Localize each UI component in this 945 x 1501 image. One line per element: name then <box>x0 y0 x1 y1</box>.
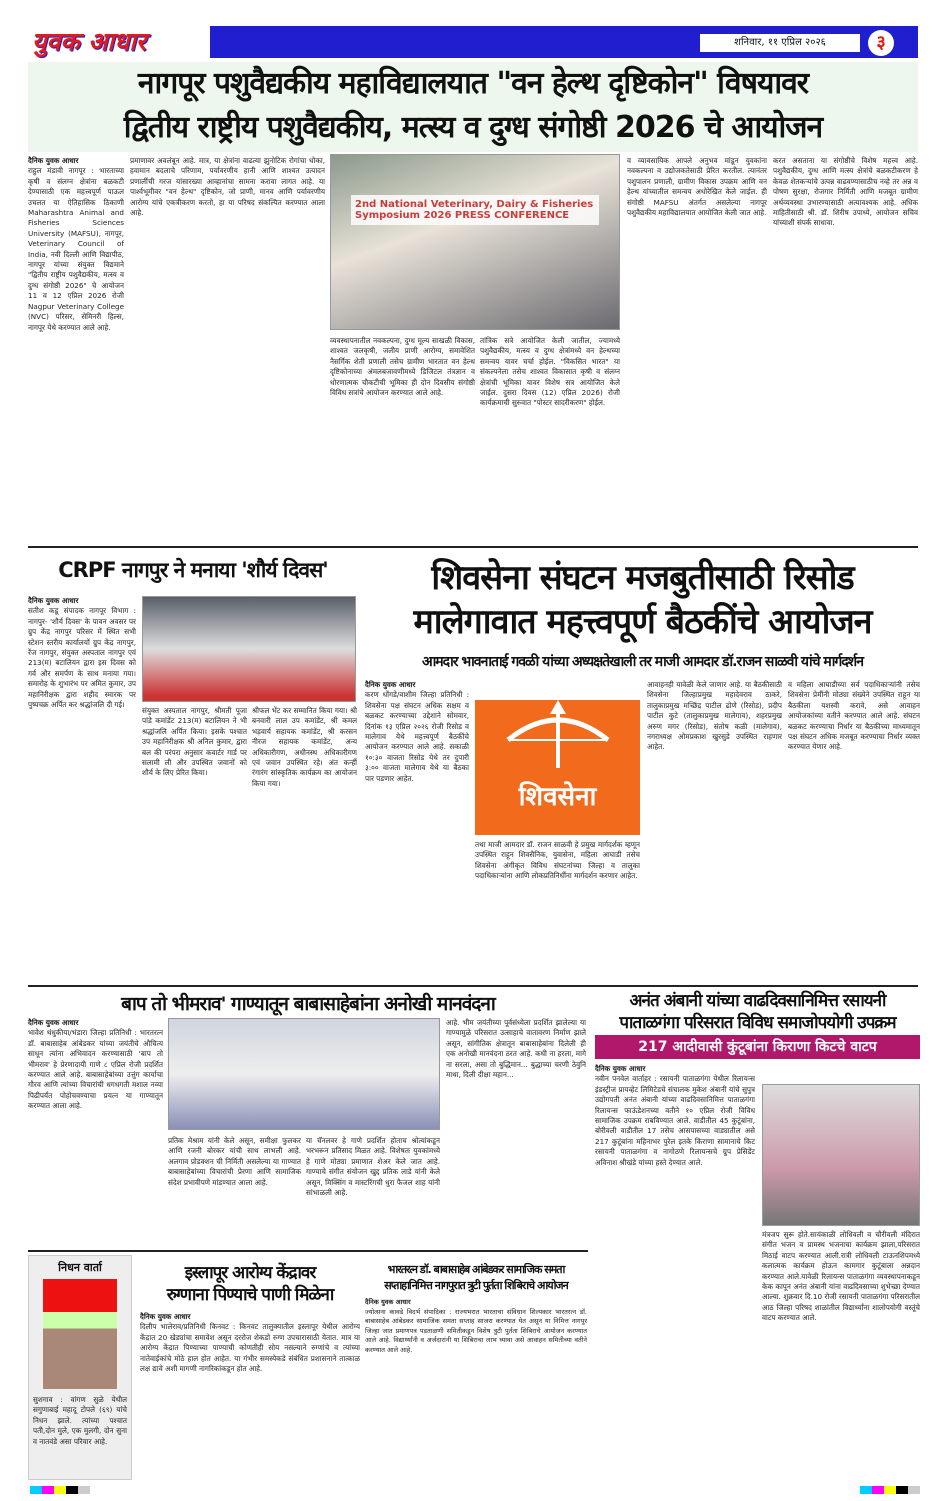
headline-line1: इस्लापूर आरोग्य केंद्रावर <box>184 1263 316 1283</box>
article-text: या चॅनलवर हे गाणे प्रदर्शित होताच श्रोत्यांकडून भरभरून प्रतिसाद मिळत आहे. विशेषतः युवकांमध्ये हे गाणे मोठ्या प्रमाणात शेअर केले जात आहे. गाण्याचे संगीत संयोजन खुद्द प्रतिक लाडे यांनी केले असून, मिक्सिंग व मास्टरिंगची धुरा फैजल शाह यांनी सांभाळली आहे. <box>306 1136 440 1198</box>
shivsena-column-2 <box>647 680 782 980</box>
ambani-column-2 <box>762 1230 920 1484</box>
islampur-text <box>140 1312 360 1482</box>
islampur-headline <box>140 1262 360 1306</box>
article-text: सतीश कडू संपादक नागपूर विभाग : नागपुर- 'शौर्य दिवस' के पावन अवसर पर ग्रुप केंद्र नागपुर परिसर में स्थित सभी स्टेशन स्तरीय कार्यालयों ग्रुप केंद्र नागपुर, रेंज नागपुर, संयुक्त अस्पताल नागपुर एवं 213(म) बटालियन द्वारा इस दिवस को गर्व और समर्पण के साथ मनाया गया। समारोह के शुभारंभ पर अमित कुमार, उप महानिरीक्षक द्वारा शहीद स्मारक पर पुष्पचक्र अर्पित कर श्रद्धांजलि दी गई। <box>28 606 136 710</box>
divider <box>28 985 918 987</box>
headline-line2: सप्ताहानिमित्त नागपुरात त्रुटी पुर्तता शिबिराचे आयोजन <box>384 1279 568 1292</box>
obituary-title: निधन वार्ता <box>58 1261 102 1274</box>
headline-line1: अनंत अंबानी यांच्या वाढदिवसानिमित्त रसायनी <box>629 991 886 1011</box>
registration-marks <box>30 1486 90 1494</box>
ambedkar-under-1 <box>168 1136 301 1244</box>
lead-headline-line1: नागपूर पशुवैद्यकीय महाविद्यालयात "वन हेल्थ दृष्टिकोन" विषयावर <box>137 66 809 101</box>
headline-line2: मालेगावात महत्त्वपूर्ण बैठकींचे आयोजन <box>413 602 872 642</box>
article-text: ज्योत्सना कावडे विदर्भ संपादिका : राज्यभरात भारताचा संविधान शिल्पकार भारतरत्न डॉ. बाबासाहेब आंबेडकर सामाजिक समता सप्ताह साजरा करण्यात येत असून या निमित्त नागपूर जिल्हा जात प्रमाणपत्र पडताळणी समितीकडून विशेष त्रुटी पुर्तता शिबिराचे आयोजन करण्यात आले आहे. विद्यार्थ्यांनी व अर्जदारांनी या शिबिराचा लाभ घ्यावा असे आवाहन समितीच्या वतीने करण्यात आले आहे. <box>365 1307 587 1354</box>
ambani-headline <box>595 990 920 1034</box>
photo-banner-text: 2nd National Veterinary, Dairy & Fisheries Symposium 2026 PRESS CONFERENCE <box>351 195 599 225</box>
article-text: आवाहनही यावेळी केले जाणार आहे. या बैठकीसाठी शिवसेना जिल्हाप्रमुख महादेवराव ठाकरे, तालुकाप्रमुख मच्छिंद्र पाटील ढोणे (रिसोड), प्रदीप पाटील कुटे (तालुकाप्रमुख मालेगाव), शहरप्रमुख अरुण मगर (रिसोड), संतोष कळी (मालेगाव), नगराध्यक्ष ओमप्रकाश खुरसुडे उपस्थित राहणार आहेत. <box>647 680 782 752</box>
crpf-column-1 <box>28 596 136 981</box>
samata-headline <box>365 1262 587 1294</box>
lead-column-3 <box>330 336 475 536</box>
article-text: आहे. भीम जयंतीच्या पूर्वसंध्येला प्रदर्शित झालेल्या या गाण्यामुळे परिसरात उत्साहाचे वातावरण निर्माण झाले असून, सांगीतिक क्षेत्रातून बाबासाहेबांना दिलेली ही एक अनोखी मानवंदना ठरत आहे. कधी ना हरला, मागे ना सरला, असा तो बुद्धिमान... बुद्धाच्या चरणी ठेवुनि माथा, दिली दीक्षा महान... <box>446 1018 586 1080</box>
byline: दैनिक युवक आधार <box>28 1018 79 1027</box>
ambedkar-column-1 <box>28 1018 163 1243</box>
shivsena-headline <box>365 556 920 644</box>
divider <box>28 1250 588 1252</box>
byline: दैनिक युवक आधार <box>28 596 79 605</box>
song-video-photo <box>168 1018 440 1130</box>
obituary-text: सुशगाव : वांगण सुळे येथील सगुणाबाई महादू टोपले (६९) यांचे निधन झाले. त्यांच्या पश्चात पती,दोन मुले, एक मुलगी, दोन सुना व नातवंडे असा परिवार आहे. <box>33 1395 127 1446</box>
lead-headline-line2: द्वितीय राष्ट्रीय पशुवैद्यकीय, मत्स्य व दुग्ध संगोष्ठी 2026 चे आयोजन <box>123 110 823 145</box>
crpf-photo <box>142 596 356 702</box>
article-text: करत असताना या संगोष्ठीचे विशेष महत्त्व आहे. पशुवैद्यकीय, दुग्ध आणि मत्स्य क्षेत्रांचे बळकटीकरण हे केवळ शेतकऱ्यांचे उत्पन्न वाढवण्यासाठीच नव्हे तर अन्न व पोषण सुरक्षा, रोजगार निर्मिती आणि मजबूत ग्रामीण अर्थव्यवस्था उभारण्यासाठी अत्यावश्यक आहे. अधिक माहितीसाठी श्री. डॉ. शिरीष उपाध्ये, आयोजन सचिव यांच्याशी संपर्क साधावा. <box>773 156 918 228</box>
bow-arrow-icon <box>498 700 618 770</box>
ambani-column-1 <box>595 1064 755 1484</box>
headline-line2: रुग्णाना पिण्याचे पाणी मिळेना <box>166 1285 334 1305</box>
crpf-headline: CRPF नागपुर ने मनाया 'शौर्य दिवस' <box>58 558 328 582</box>
shivsena-logo <box>475 700 640 835</box>
article-text: व महिला आघाडीच्या सर्व पदाधिकाऱ्यांनी तसेच शिवसेना प्रेमींनी मोठ्या संख्येने उपस्थित राहून या बैठकीला यशस्वी करावे, असे आवाहन आयोजकांच्या वतीने करण्यात आले आहे. संघटन बळकट करण्याचा निर्धार या बैठकीच्या माध्यमातून पक्ष संघटन अधिक मजबूत करण्याचा निर्धार व्यक्त करण्यात येणार आहे. <box>788 680 920 752</box>
samata-text <box>365 1298 587 1482</box>
shivsena-column-3 <box>788 680 920 980</box>
article-text: मंत्रजप सुरू होते.सायंकाळी लोधिवली व चौरीवली मंदिरात संगीत भजन व प्रामस्थ भजनाचा कार्यक्रम झाला,परिसरात मिठाई वाटप करण्यात आली.रात्री लोधिवली टाऊनशिपमध्ये कलात्मक कार्यक्रम होऊन कामगार कुटूंबाला अन्नदान करण्यात आले.यावेळी रिलायन्स पाताळगंगा व्यवस्थापनाकडून केक कापून अनंत अंबानी यांना वाढदिवसाच्या शुभेच्छा देण्यात आल्या. शुक्रवार दि.10 रोजी रसायनी पाताळगंगा परिसरातील आठ जिल्हा परिषद शाळांतील विद्यार्थ्यांना शालोपयोगी वस्तूंचे वाटप करण्यात आले. <box>762 1230 920 1323</box>
article-text: तांत्रिक सत्रे आयोजित केली जातील, ज्यामध्ये पशुवैद्यकीय, मत्स्य व दुग्ध क्षेत्रांमध्ये वन हेल्थच्या समन्वय यावर चर्चा होईल. "विकसित भारत" या संकल्पनेला तसेच शाश्वत विकासात कृषी व संलग्न क्षेत्रांची भूमिका यावर विशेष सत्र आयोजित केले जाईल. दुसरा दिवस (12) एप्रिल 2026) रोजी कार्यक्रमाची सुरुवात "पोस्टर सादरीकरण" होईल. <box>480 336 620 408</box>
issue-date: शनिवार, ११ एप्रिल २०२६ <box>700 34 860 52</box>
divider <box>28 546 918 548</box>
lead-column-5 <box>627 156 767 536</box>
ambedkar-under-2 <box>306 1136 440 1244</box>
obituary-box <box>28 1255 132 1480</box>
headline-line2: पाताळगंगा परिसरात विविध समाजोपयोगी उपक्रम <box>619 1013 896 1033</box>
ambedkar-song-headline: बाप तो भीमराव' गाण्यातून बाबासाहेबांना अनोखी मानवंदना <box>121 993 495 1015</box>
lead-column-2 <box>130 156 325 536</box>
lead-headline <box>28 62 918 152</box>
kit-distribution-photo <box>762 1084 920 1226</box>
crpf-column-3 <box>252 706 357 981</box>
ambedkar-column-2 <box>446 1018 586 1243</box>
lead-column-1 <box>28 156 124 536</box>
article-text: दिलीप भालेराव/प्रतिनिधी किनवट : किनवट तालुक्यातील इस्लापूर येथील आरोग्य केंद्रात 20 खेड्यांचा समावेश असून दररोज शेकडो रुग्ण उपचारासाठी येतात. मात्र या आरोग्य केंद्रात पिण्याच्या पाण्याची कोणतीही सोय नसल्याने रुग्णांचे व त्यांच्या नातेवाईकांचे मोठे हाल होत आहेत. या गंभीर समस्येकडे संबंधित प्रशासनाने तात्काळ लक्ष द्यावे अशी मागणी नागरिकांकडून होत आहे. <box>140 1322 360 1374</box>
byline: दैनिक युवक आधार <box>595 1064 646 1073</box>
article-text: व्यवस्थापनातील नवकल्पना, दुग्ध मूल्य साखळी विकास, शाश्वत जलकृषी, जलीय प्राणी आरोग्य, समावेशित नैसर्गिक शेती प्रणाली तसेच ग्रामीण भारतात वन हेल्थ दृष्टिकोनाच्या अंमलबजावणीमध्ये डिजिटल तंत्रज्ञान व धोरणात्मक चौकटीची भूमिका ही दोन दिवसीय संगोष्ठी विविध सत्रांचे आयोजन करण्यात आले आहे. <box>330 336 475 398</box>
article-text: करण धोंगडे/वाशीम जिल्हा प्रतिनिधी : शिवसेना पक्ष संघटन अधिक सक्षम व बळकट करण्याच्या उद्देशाने सोमवार, दिनांक १३ एप्रिल २०२६ रोजी रिसोड व मालेगाव येथे महत्त्वपूर्ण बैठकींचे आयोजन करण्यात आले आहे. सकाळी १०:३० वाजता रिसोड येथे तर दुपारी ३:०० वाजता मालेगाव येथे या बैठका पार पडणार आहेत. <box>365 690 469 783</box>
registration-marks <box>860 1486 920 1494</box>
article-text: भावेश थंधुकीया/भंडारा जिल्हा प्रतिनिधी : भारतरत्न डॉ. बाबासाहेब आंबेडकर यांच्या जयंतीचे औचित्य साधून त्यांना अभिवादन करण्यासाठी 'बाप तो भीमराव' हे प्रेरणादायी गाणे ८ एप्रिल रोजी प्रदर्शित करण्यात आले आहे. बाबासाहेबांच्या उत्तुंग कार्याचा गौरव आणि त्यांच्या विचारांची धगधगती मशाल नव्या पिढीपर्यंत पोहोचवण्याचा प्रयत्न या गाण्यातून करण्यात आला आहे. <box>28 1028 163 1111</box>
article-text: तथा माजी आमदार डॉ. राजन साळवी हे प्रमुख मार्गदर्शक म्हणून उपस्थित राहून शिवसैनिक, युवासेना, महिला आघाडी तसेच शिवसेना अंगीकृत विविध संघटनांच्या जिल्हा व तालुका पदाधिकाऱ्यांना आणि लोकप्रतिनिधींना मार्गदर्शन करणार आहेत. <box>475 840 640 881</box>
byline: दैनिक युवक आधार <box>365 680 416 689</box>
page-number: ३ <box>868 30 894 56</box>
lead-column-4 <box>480 336 620 536</box>
newspaper-logo: युवक आधार <box>28 26 210 58</box>
article-text: संयुक्त अस्पताल नागपुर, श्रीमती पूजा पांडे कमांडेंट 213(म) बटालियन ने भी श्रद्धांजलि अर्पित किया। इसके पश्चात उप महानिरीक्षक श्री अनिल कुमार, द्वारा बल की परंपरा अनुसार कवार्टर गार्ड पर सलामी ली और उपस्थित जवानों को शौर्य के लिए प्रेरित किया। <box>142 706 247 778</box>
headline-line1: भारतरत्न डॉ. बाबासाहेब आंबेडकर सामाजिक समता <box>387 1263 565 1276</box>
crpf-column-2 <box>142 706 247 981</box>
article-text: नवीन पनवेल वार्ताहर : रसायनी पाताळगंगा येथील रिलायन्स इंडस्ट्रीज प्रायव्हेट लिमिटेडचे संचालक मुकेश अंबानी यांचे सुपुत्र उद्योगपती अनंत अंबानी यांच्या वाढदिवसानिमित्त पाताळगंगा रिलायन्स फाऊंडेशनच्या वतीने १० एप्रिल रोजी विविध सामाजिक उपक्रम राबविण्यात आले. वाडीतील 45 कुटूंबांना, बोरीवली वाडीतील 17 तसेच आसपासच्या वाड्यातील असे 217 कुटूंबांना महिनाभर पुरेल इतके किराणा सामानाचे किट रसायनी पाताळगंगा व नागोठणे रिलायन्सचे ग्रुप प्रेसिडेंट अविनाश श्रीखंडे यांच्या हस्ते देण्यात आले. <box>595 1074 755 1167</box>
byline: दैनिक युवक आधार <box>140 1312 191 1321</box>
article-text: व व्यावसायिक आपले अनुभव मांडून युवकांना नवकल्पना व उद्योजकतेसाठी प्रेरित करतील. त्यानंतर पशुपालन प्रणाली, ग्रामीण विकास उपक्रम आणि वन हेल्थ यांच्यातील समन्वय अधोरेखित केले जाईल. ही संगोष्ठी MAFSU अंतर्गत असलेल्या नागपूर पशुवैद्यकीय महाविद्यालयात आयोजित केली जात आहे. <box>627 156 767 218</box>
lead-column-6 <box>773 156 918 536</box>
byline: दैनिक युवक आधार <box>28 156 79 165</box>
article-text: प्रतिक मेश्राम यांनी केले असून, समीक्षा फुलकर आणि रजनी बोरकर यांची साथ लाभली आहे. अलगाव प्रोडक्शन ची निर्मिती असलेल्या या गाण्यात बाबासाहेबांच्या विचारांची प्रेरणा आणि सामाजिक संदेश प्रभावीपणे मांडण्यात आला आहे. <box>168 1136 301 1187</box>
obituary-photo <box>43 1279 117 1389</box>
shivsena-subheadline: आमदार भावनाताई गवळी यांच्या अध्यक्षतेखाली तर माजी आमदार डॉ.राजन साळवी यांचे मार्गदर्शन <box>422 654 863 670</box>
ambani-banner: 217 आदीवासी कुंटूबांना किराणा किटचे वाटप <box>595 1035 920 1059</box>
article-text: श्रीफल भेंट कर सम्मानित किया गया। श्री बनवारी लाल उप कमांडेंट, श्री कमल भड़वार्य सहायक कमांडेंट, श्री करसन नीरज सहायक कमांडेंट, अन्य अधिकारीगण, अधीनस्थ अधिकारीगण एवं जवान उपस्थित रहे। अंत कन्हीं रंगारंग सांस्कृतिक कार्यक्रम का आयोजन किया गया। <box>252 706 357 788</box>
article-text: प्रमाणावर अवलंबून आहे. मात्र, या क्षेत्रांना वाढत्या झुनोटिक रोगांचा धोका, हवामान बदलाचे परिणाम, पर्यावरणीय हानी आणि शाश्वत उत्पादन प्रणालींची गरज यांसारख्या आव्हानांचा सामना करावा लागत आहे. या पार्श्वभूमीवर "वन हेल्थ" दृष्टिकोन, जो प्राणी, मानव आणि पर्यावरणीय आरोग्य यांचे एकत्रीकरण करतो, हा या परिषद संकल्पित करण्यात आला आहे. <box>130 156 325 218</box>
shivsena-column-under <box>475 840 640 980</box>
shivsena-logo-text: शिवसेना <box>518 782 597 812</box>
press-conference-photo <box>330 154 620 330</box>
shivsena-column-1 <box>365 680 469 980</box>
headline-line1: शिवसेना संघटन मजबुतीसाठी रिसोड <box>431 558 854 598</box>
byline: दैनिक युवक आधार <box>365 1298 411 1306</box>
article-text: राहुल मंडावी नागपूर : भारताच्या कृषी व संलग्न क्षेत्रांना बळकटी देण्यासाठी एक महत्त्वपूर्ण पाऊल उचलत या ऐतिहासिक ठिकाणी Maharashtra Animal and Fisheries Sciences University (MAFSU), नागपूर, Veterinary Council of India, नवी दिल्ली आणि विद्यापीठ, नागपूर यांच्या संयुक्त विद्यमाने "द्वितीय राष्ट्रीय पशुवैद्यकीय, मत्स्य व दुग्ध संगोष्ठी 2026" चे आयोजन 11 व 12 एप्रिल 2026 रोजी Nagpur Veterinary College (NVC) परिसर, सेमिनरी हिल्स, नागपूर येथे करण्यात आले आहे. <box>28 166 124 332</box>
